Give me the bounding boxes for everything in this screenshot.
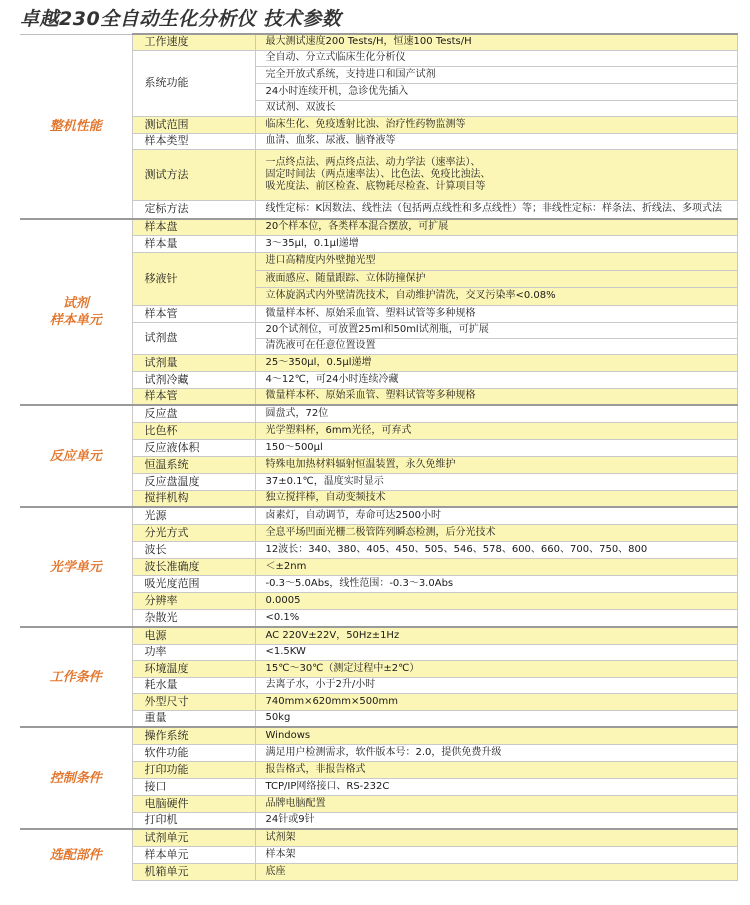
- spec-value: [255, 270, 738, 287]
- spec-label: 搅拌机构: [132, 490, 255, 507]
- spec-label: 测试范围: [132, 116, 255, 133]
- spec-value: [255, 524, 738, 541]
- spec-value: [255, 34, 738, 50]
- spec-value: [255, 50, 738, 66]
- page-title: 卓越230全自动生化分析仪 技术参数: [20, 8, 342, 30]
- category-label: 反应单元: [20, 405, 132, 507]
- spec-value: [255, 693, 738, 710]
- spec-value-line: 满足用户检测需求，软件版本号：2.0，提供免费升级: [265, 746, 502, 758]
- category-label: 试剂 样本单元: [20, 219, 132, 405]
- spec-value: [255, 473, 738, 490]
- spec-value-line: 临床生化、免疫透射比浊、治疗性药物监测等: [265, 118, 466, 130]
- spec-value-line: 微量样本杯、原始采血管、塑料试管等多种规格: [265, 390, 476, 402]
- spec-label: 比色杯: [132, 422, 255, 439]
- spec-label: 功率: [132, 644, 255, 660]
- spec-value-line: 完全开放式系统，支持进口和国产试剂: [265, 68, 436, 80]
- spec-label: 试剂盘: [132, 322, 255, 354]
- spec-table-body: [20, 34, 738, 880]
- category-label: 控制条件: [20, 727, 132, 829]
- spec-value-line: TCP/IP网络接口、RS-232C: [265, 780, 390, 792]
- spec-value-line: 20个试剂位，可放置25ml和50ml试剂瓶，可扩展: [265, 324, 489, 335]
- spec-value-line: 卤素灯，自动调节，寿命可达2500小时: [265, 509, 441, 521]
- spec-value: [255, 371, 738, 388]
- spec-value: [255, 627, 738, 644]
- spec-value: [255, 133, 738, 149]
- spec-value-line: 样本架: [265, 848, 296, 860]
- spec-value-line: 固定时间法（两点速率法）、比色法、免疫比浊法、: [265, 168, 491, 180]
- spec-label: 移液针: [132, 252, 255, 305]
- spec-label: 分光方式: [132, 524, 255, 541]
- spec-value: [255, 490, 738, 507]
- spec-label: 环境温度: [132, 660, 255, 677]
- spec-value-line: 0.0005: [265, 594, 301, 606]
- spec-label: 操作系统: [132, 727, 255, 744]
- spec-row: [20, 727, 738, 744]
- spec-row: [20, 627, 738, 644]
- spec-value-line: 底座: [265, 865, 286, 877]
- spec-row: [20, 219, 738, 235]
- spec-value: [255, 541, 738, 558]
- spec-label: 波长: [132, 541, 255, 558]
- spec-value-line: 740mm×620mm×500mm: [265, 695, 398, 707]
- spec-value: [255, 778, 738, 795]
- spec-row: [20, 34, 738, 50]
- spec-label: 样本管: [132, 388, 255, 405]
- spec-value-line: 清洗液可在任意位置设置: [265, 340, 376, 351]
- spec-value-line: -0.3～5.0Abs，线性范围：-0.3～3.0Abs: [265, 577, 454, 589]
- spec-value: [255, 287, 738, 305]
- category-label: 整机性能: [20, 34, 132, 219]
- spec-value: [255, 575, 738, 592]
- spec-label: 样本单元: [132, 846, 255, 863]
- spec-value-line: 50kg: [265, 712, 291, 724]
- spec-value: [255, 592, 738, 609]
- spec-value: [255, 677, 738, 693]
- spec-value: [255, 322, 738, 338]
- spec-value-line: 150～500μl: [265, 441, 323, 453]
- spec-label: 杂散光: [132, 609, 255, 627]
- spec-label: 光源: [132, 507, 255, 524]
- spec-row: [20, 507, 738, 524]
- spec-label: 电脑硬件: [132, 795, 255, 812]
- spec-value-line: 3～35μl，0.1μl递增: [265, 237, 359, 249]
- spec-value-line: 全自动、分立式临床生化分析仪: [265, 52, 406, 63]
- spec-value-line: 微量样本杯、原始采血管、塑料试管等多种规格: [265, 307, 476, 319]
- spec-value: [255, 846, 738, 863]
- spec-value: [255, 456, 738, 473]
- spec-label: 重量: [132, 710, 255, 727]
- spec-value-line: 双试剂、双波长: [265, 102, 336, 113]
- spec-value-line: 12波长：340、380、405、450、505、546、578、600、660、700、750、800: [265, 543, 648, 555]
- spec-value: [255, 83, 738, 100]
- spec-value-line: ＜±2nm: [265, 560, 307, 572]
- spec-value-line: 最大测试速度200 Tests/H，恒速100 Tests/H: [265, 36, 472, 48]
- spec-label: 样本量: [132, 235, 255, 252]
- spec-label: 吸光度范围: [132, 575, 255, 592]
- spec-label: 试剂冷藏: [132, 371, 255, 388]
- spec-table: [20, 33, 738, 881]
- spec-value-line: 血清、血浆、尿液、脑脊液等: [265, 135, 396, 146]
- spec-value-line: Windows: [265, 729, 311, 741]
- spec-value: [255, 200, 738, 219]
- spec-value: [255, 558, 738, 575]
- spec-label: 工作速度: [132, 34, 255, 50]
- spec-value: [255, 405, 738, 422]
- spec-value-line: 4～12℃，可24小时连续冷藏: [265, 373, 399, 385]
- spec-value: [255, 66, 738, 83]
- spec-value: [255, 710, 738, 727]
- spec-label: 测试方法: [132, 149, 255, 200]
- spec-value: [255, 116, 738, 133]
- spec-value-line: 进口高精度内外壁抛光型: [265, 255, 376, 266]
- spec-label: 试剂量: [132, 354, 255, 371]
- spec-value: [255, 219, 738, 235]
- spec-value-line: 去离子水，小于2升/小时: [265, 679, 376, 690]
- spec-label: 电源: [132, 627, 255, 644]
- spec-label: 恒温系统: [132, 456, 255, 473]
- spec-label: 反应盘温度: [132, 473, 255, 490]
- spec-value-line: 37±0.1℃，温度实时显示: [265, 475, 384, 487]
- spec-value-line: 圆盘式，72位: [265, 407, 329, 419]
- spec-value-line: 特殊电加热材料辐射恒温装置，永久免维护: [265, 458, 456, 470]
- spec-value-line: 15℃～30℃（测定过程中±2℃）: [265, 662, 420, 674]
- spec-value-line: 报告格式，非报告格式: [265, 763, 366, 775]
- spec-value-line: 线性定标：K因数法、线性法（包括两点线性和多点线性）等；非线性定标：样条法、折线法、多项式法: [265, 203, 723, 215]
- spec-value: [255, 354, 738, 371]
- spec-value: [255, 422, 738, 439]
- spec-value: [255, 744, 738, 761]
- spec-value: [255, 305, 738, 322]
- spec-label: 反应盘: [132, 405, 255, 422]
- spec-label: 耗水量: [132, 677, 255, 693]
- spec-value-line: 光学塑料杯，6mm光径，可弃式: [265, 424, 412, 436]
- spec-value: [255, 863, 738, 880]
- spec-row: [20, 405, 738, 422]
- spec-label: 试剂单元: [132, 829, 255, 846]
- spec-value-line: 20个样本位，各类样本混合摆放，可扩展: [265, 221, 449, 233]
- spec-label: 反应液体积: [132, 439, 255, 456]
- spec-value: [255, 388, 738, 405]
- spec-value-line: 一点终点法、两点终点法、动力学法（速率法）、: [265, 156, 481, 168]
- spec-value: [255, 149, 738, 200]
- spec-value-line: 24小时连续开机，急诊优先插入: [265, 85, 409, 97]
- spec-value: [255, 235, 738, 252]
- spec-label: 分辨率: [132, 592, 255, 609]
- spec-label: 样本类型: [132, 133, 255, 149]
- spec-value-line: <0.1%: [265, 611, 300, 623]
- spec-row: [20, 829, 738, 846]
- spec-value: [255, 644, 738, 660]
- spec-value: [255, 507, 738, 524]
- spec-value: [255, 761, 738, 778]
- spec-label: 软件功能: [132, 744, 255, 761]
- spec-value-line: 全息平场凹面光栅二极管阵列瞬态检测，后分光技术: [265, 526, 496, 538]
- spec-value-line: 独立搅拌棒，自动变频技术: [265, 492, 386, 504]
- spec-label: 波长准确度: [132, 558, 255, 575]
- spec-label: 打印功能: [132, 761, 255, 778]
- spec-value: [255, 439, 738, 456]
- spec-value: [255, 338, 738, 354]
- spec-value-line: 液面感应、随量跟踪、立体防撞保护: [265, 272, 426, 284]
- spec-label: 系统功能: [132, 50, 255, 116]
- category-label: 光学单元: [20, 507, 132, 627]
- spec-label: 打印机: [132, 812, 255, 829]
- spec-value-line: AC 220V±22V，50Hz±1Hz: [265, 629, 400, 641]
- spec-value: [255, 100, 738, 116]
- spec-value-line: 立体旋涡式内外壁清洗技术，自动维护清洗，交叉污染率<0.08%: [265, 290, 556, 301]
- spec-label: 接口: [132, 778, 255, 795]
- spec-value-line: 试剂架: [265, 831, 296, 843]
- spec-label: 样本盘: [132, 219, 255, 235]
- spec-value: [255, 609, 738, 627]
- category-label: 工作条件: [20, 627, 132, 727]
- spec-value-line: 吸光度法、前区检查、底物耗尽检查、计算项目等: [265, 180, 486, 192]
- spec-value-line: <1.5KW: [265, 646, 306, 657]
- spec-label: 样本管: [132, 305, 255, 322]
- spec-value: [255, 795, 738, 812]
- spec-value: [255, 727, 738, 744]
- spec-label: 定标方法: [132, 200, 255, 219]
- spec-value: [255, 660, 738, 677]
- spec-value: [255, 252, 738, 270]
- category-label: 选配部件: [20, 829, 132, 880]
- spec-value-line: 24针或9针: [265, 814, 315, 826]
- spec-label: 外型尺寸: [132, 693, 255, 710]
- spec-value-line: 25～350μl，0.5μl递增: [265, 356, 372, 368]
- spec-value: [255, 812, 738, 829]
- spec-label: 机箱单元: [132, 863, 255, 880]
- spec-value-line: 品牌电脑配置: [265, 797, 326, 809]
- spec-value: [255, 829, 738, 846]
